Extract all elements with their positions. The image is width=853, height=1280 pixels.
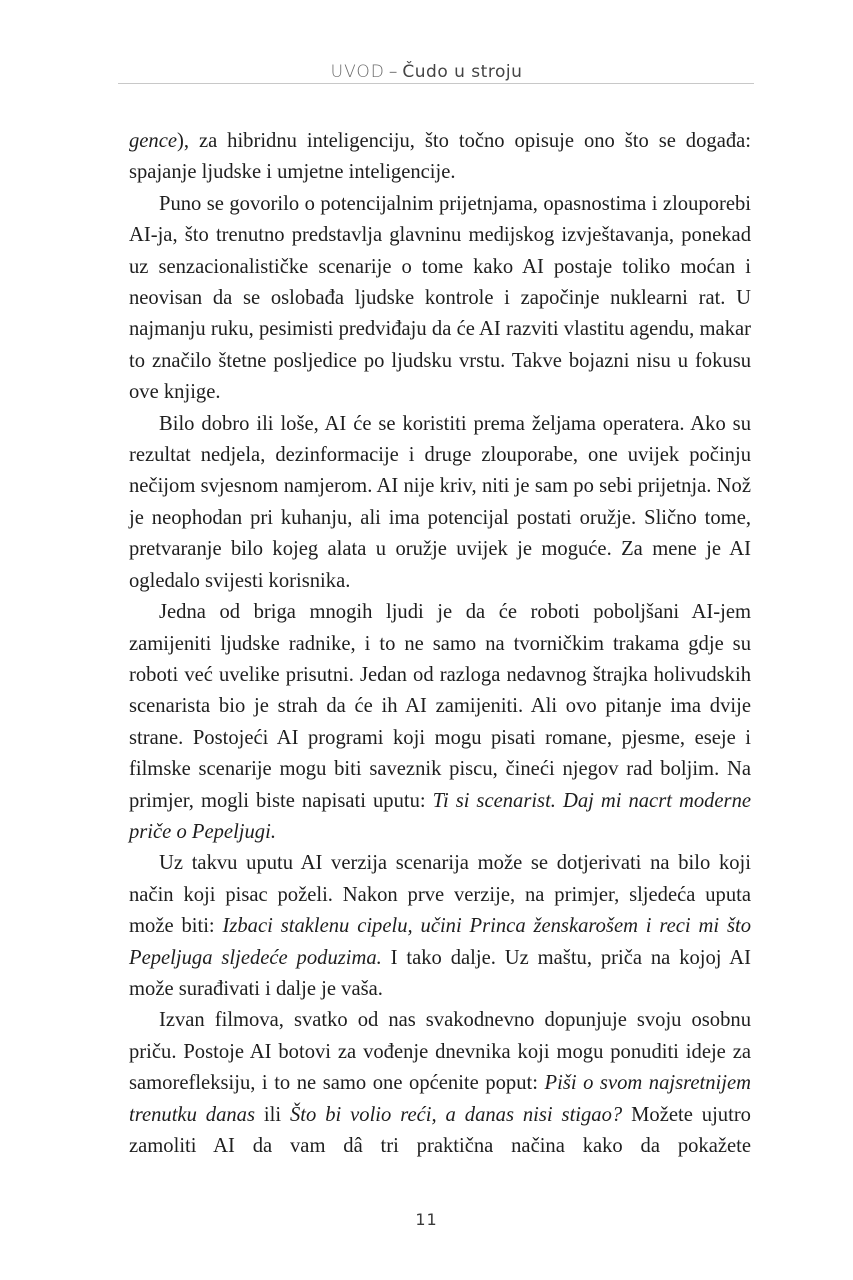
text-segment: Bilo dobro ili loše, AI će se koristiti prema željama operatera. Ako su rezultat nedjela, dezinformacije i druge zlouporabe, one uvijek počinju nečijom svjesnom namjerom. AI nije kriv, niti je sam po sebi prijetnja. Nož je neophodan pri kuhanju, ali ima potencijal postati oružje. Slično tome, pretvaranje bilo kojeg alata u oružje uvijek je moguće. Za mene je AI ogledalo svijesti korisnika. (129, 412, 751, 592)
paragraph (129, 126, 751, 189)
paragraph (129, 1005, 751, 1162)
text-segment: Puno se govorilo o potencijalnim prijetnjama, opasnostima i zlouporebi AI-ja, što trenutno predstavlja glavninu medijskog izvještavanja, ponekad uz senzacionalističke scenarije o tome kako AI postaje toliko moćan i neovisan da se oslobađa ljudske kontrole i započinje nuklearni rat. U najmanju ruku, pesimisti predviđaju da će AI razviti vlastitu agendu, makar to značilo štetne posljedice po ljudsku vrstu. Takve bojazni nisu u fokusu ove knjige. (129, 192, 751, 404)
body-text (129, 126, 751, 1162)
header-section: UVOD (330, 62, 385, 82)
header-rule (118, 83, 754, 84)
text-segment: ili (254, 1103, 290, 1126)
text-segment: Uz takvu uputu AI verzija scenarija može se dotjerivati na bilo koji način koji pisac poželi. Nakon prve verzije, na primjer, sljedeća uputa može biti: (129, 852, 751, 938)
italic-text: Piši o svom najsretnijem trenutku danas (129, 1072, 751, 1126)
italic-text: Ti si scenarist. Daj mi nacrt moderne priče o Pepeljugi. (129, 789, 752, 843)
header-chapter-title: Čudo u stroju (402, 62, 523, 82)
italic-text: Što bi volio reći, a danas nisi stigao? (289, 1103, 623, 1126)
text-segment: Jedna od briga mnogih ljudi je da će roboti poboljšani AI-jem zamijeniti ljudske radnike, i to ne samo na tvorničkim trakama gdje su roboti već uvelike prisutni. Jedan od razloga nedavnog štrajka holivudskih scenarista bio je strah da će ih AI zamijeniti. Ali ovo pitanje ima dvije strane. Postojeći AI programi koji mogu pisati romane, pjesme, eseje i filmske scenarije mogu biti saveznik piscu, čineći njegov rad boljim. Na primjer, mogli biste napisati uputu: (129, 601, 751, 812)
paragraph (129, 409, 751, 597)
paragraph (129, 189, 751, 409)
text-segment: Izvan filmova, svatko od nas svakodnevno dopunjuje svoju osobnu priču. Postoje AI botovi za vođenje dnevnika koji mogu ponuditi ideje za samorefleksiju, i to ne samo one općenite poput: (129, 1009, 751, 1095)
text-segment: ), za hibridnu inteligenciju, što točno opisuje ono što se događa: spajanje ljudske i umjetne inteligencije. (129, 130, 751, 184)
italic-text: gence (129, 130, 178, 152)
text-segment: Možete ujutro zamoliti AI da vam dâ tri praktična načina kako da pokažete (129, 1103, 751, 1157)
page-number: 11 (415, 1210, 438, 1229)
paragraph (129, 848, 751, 1005)
paragraph (129, 597, 751, 848)
text-segment: I tako dalje. Uz maštu, priča na kojoj AI može surađivati i dalje je vaša. (129, 946, 751, 1000)
italic-text: Izbaci staklenu cipelu, učini Princa ženskarošem i reci mi što Pepeljuga sljedeće poduzima. (129, 915, 751, 969)
running-header (0, 60, 853, 84)
header-separator: – (388, 62, 399, 82)
